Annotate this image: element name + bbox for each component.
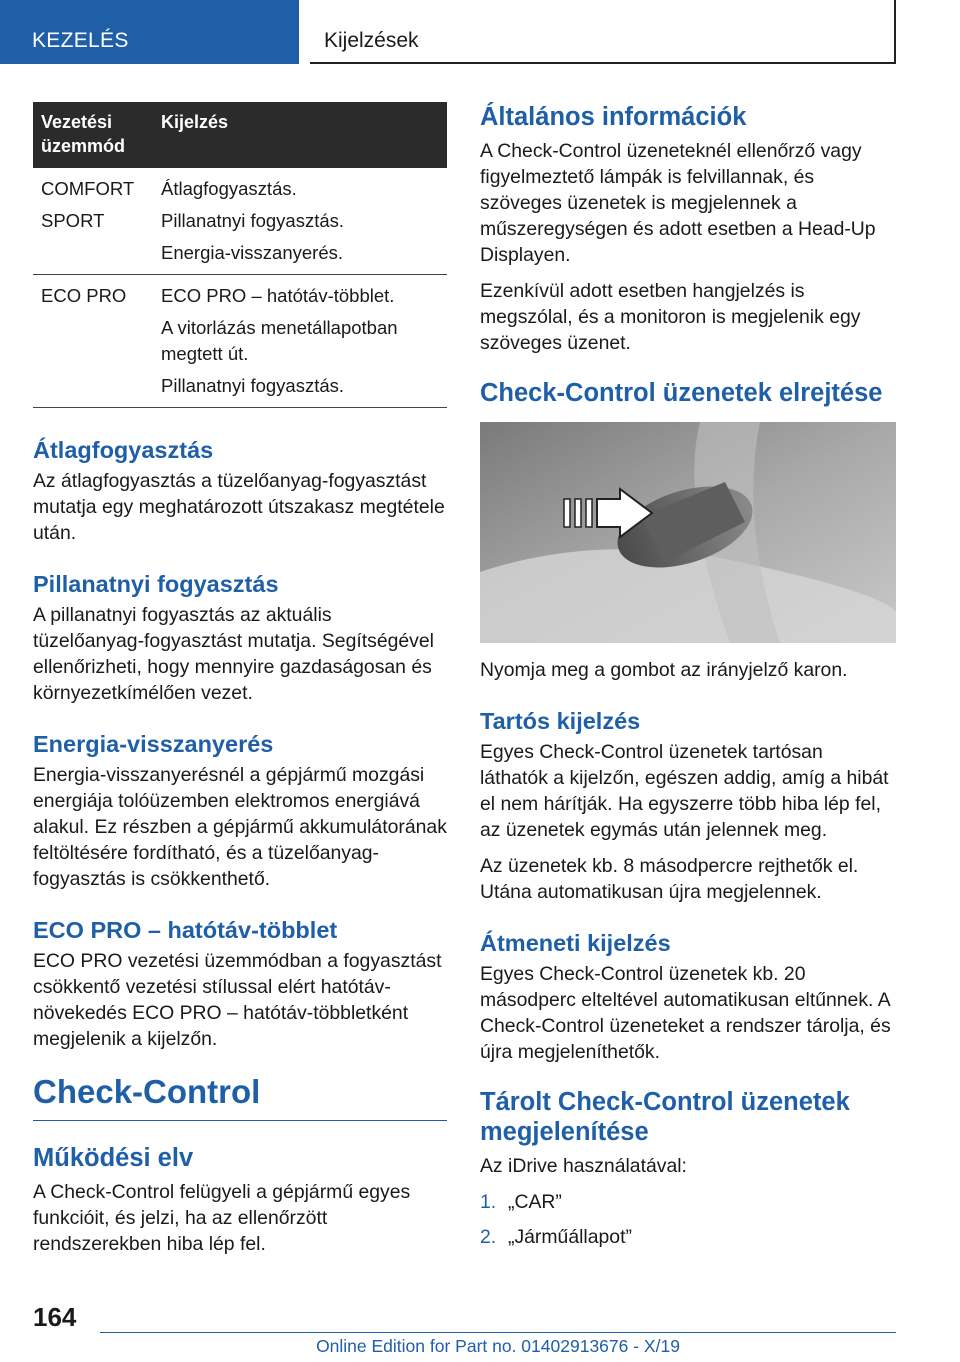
display-cell <box>153 275 447 408</box>
table-row <box>33 168 447 275</box>
heading-principle: Működési elv <box>33 1144 194 1172</box>
text-general-2: Ezenkívül adott esetben hangjelzés is megszólal, és a monitoron is megjelenik egy szöveges üzenet. <box>480 280 861 354</box>
step-text: „CAR” <box>508 1191 562 1213</box>
step-text: „Járműállapot” <box>508 1226 632 1248</box>
heading-energy: Energia-visszanyerés <box>33 731 274 757</box>
heading-general: Általános információk <box>480 103 747 131</box>
table-row <box>33 275 447 408</box>
footer-edition: Online Edition for Part no. 01402913676 - X/19 <box>316 1336 680 1356</box>
chapter-heading: Check-Control <box>33 1072 447 1121</box>
mode-label: COMFORT <box>41 178 135 199</box>
heading-average: Átlagfogyasztás <box>33 437 214 463</box>
heading-eco-pro: ECO PRO – hatótáv-többlet <box>33 917 338 943</box>
text-energy: Energia-visszanyerésnél a gépjármű mozgási energiája tolóüzemben elektromos energiává alakul. Ez részben a gépjármű akkumulátorának feltöltésére fordítható, és a tüzelőanyag-fogyasztás is csökkenthető. <box>33 764 447 890</box>
text-hide-caption: Nyomja meg a gombot az irányjelző karon. <box>480 659 848 681</box>
heading-hide-messages: Check-Control üzenetek elrejtése <box>480 379 883 407</box>
text-temporary: Egyes Check-Control üzenetek kb. 20 másodperc elteltével automatikusan eltűnnek. A Check-Control üzeneteket a rendszer tárolja, és újra megjeleníthetők. <box>480 963 891 1063</box>
left-column <box>33 102 447 1267</box>
mode-label: SPORT <box>41 210 105 231</box>
display-label: ECO PRO – hatótáv-többlet. <box>161 285 395 306</box>
display-label: Pillanatnyi fogyasztás. <box>161 210 345 231</box>
chapter-tab: Kijelzések <box>310 0 896 64</box>
page-number: 164 <box>33 1302 77 1332</box>
section-tab: KEZELÉS <box>0 0 299 64</box>
turn-signal-lever-image <box>480 422 896 643</box>
display-label: Átlagfogyasztás. <box>161 178 297 199</box>
footer-divider <box>100 1332 896 1333</box>
right-column <box>480 102 896 1259</box>
table-header-display: Kijelzés <box>153 102 447 168</box>
text-general-1: A Check-Control üzeneteknél ellenőrző vagy figyelmeztető lámpák is felvillannak, és szöveges üzenetek is megjelennek a műszeregységen és adott esetben a Head-Up Displayen. <box>480 140 876 266</box>
display-cell <box>153 168 447 275</box>
text-average: Az átlagfogyasztás a tüzelőanyag-fogyasztást mutatja egy meghatározott útszakasz megtétele után. <box>33 470 445 544</box>
heading-stored: Tárolt Check-Control üzenetek megjelenítése <box>480 1088 850 1146</box>
mode-cell <box>33 275 153 408</box>
mode-cell <box>33 168 153 275</box>
steps-list <box>480 1189 896 1250</box>
text-principle: A Check-Control felügyeli a gépjármű egyes funkcióit, és jelzi, ha az ellenőrzött rendszerekben hiba lép fel. <box>33 1181 411 1255</box>
driving-mode-table <box>33 102 447 408</box>
text-instant: A pillanatnyi fogyasztás az aktuális tüzelőanyag-fogyasztást mutatja. Segítségével ellenőrizheti, hogy mennyire gazdaságosan és környezetkímélően vezet. <box>33 604 434 704</box>
display-label: A vitorlázás menetállapotban megtett út. <box>161 317 398 364</box>
step-number: 1. <box>480 1191 497 1213</box>
display-label: Energia-visszanyerés. <box>161 242 343 263</box>
list-item <box>480 1224 896 1250</box>
heading-temporary: Átmeneti kijelzés <box>480 930 671 956</box>
text-stored: Az iDrive használatával: <box>480 1155 687 1177</box>
heading-instant: Pillanatnyi fogyasztás <box>33 571 279 597</box>
table-header-mode: Vezetési üzemmód <box>33 102 153 168</box>
heading-permanent: Tartós kijelzés <box>480 708 641 734</box>
text-eco-pro: ECO PRO vezetési üzemmódban a fogyasztást csökkentő vezetési stílussal elért hatótáv-növekedés ECO PRO – hatótáv-többletként megjelenik a kijelzőn. <box>33 950 442 1050</box>
list-item <box>480 1189 896 1215</box>
display-label: Pillanatnyi fogyasztás. <box>161 375 345 396</box>
text-permanent-1: Egyes Check-Control üzenetek tartósan láthatók a kijelzőn, egészen addig, amíg a hibát el nem hárítják. Ha egyszerre több hiba lép fel, az üzenetek egymás után jelennek meg. <box>480 741 889 841</box>
lever-illustration <box>480 422 896 643</box>
text-permanent-2: Az üzenetek kb. 8 másodpercre rejthetők el. Utána automatikusan újra megjelennek. <box>480 855 859 903</box>
step-number: 2. <box>480 1226 497 1248</box>
mode-label: ECO PRO <box>41 285 127 306</box>
